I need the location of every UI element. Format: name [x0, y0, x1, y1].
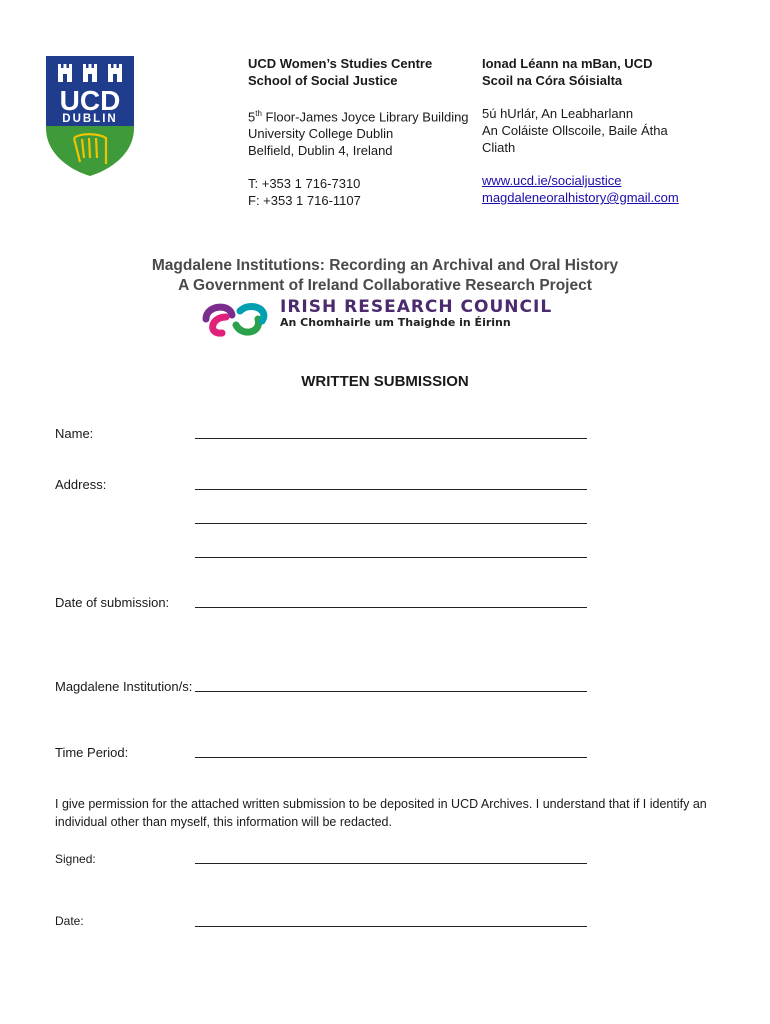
logo-dublin-text: DUBLIN	[62, 113, 118, 125]
address-field-1[interactable]	[195, 489, 587, 490]
time-period-field[interactable]	[195, 757, 587, 758]
irc-name: IRISH RESEARCH COUNCIL	[280, 297, 553, 317]
email-link[interactable]: magdaleneoralhistory@gmail.com	[482, 190, 679, 205]
fax: F: +353 1 716-1107	[248, 193, 361, 209]
date-field[interactable]	[195, 926, 587, 927]
address-field-2[interactable]	[195, 523, 587, 524]
address-line-3: Belfield, Dublin 4, Ireland	[248, 143, 393, 159]
signed-label: Signed:	[55, 852, 96, 866]
date-of-submission-field[interactable]	[195, 607, 587, 608]
address-line-1: 5th Floor-James Joyce Library Building	[248, 109, 469, 125]
logo-ucd-text: UCD	[59, 85, 121, 116]
address-line-2: University College Dublin	[248, 126, 394, 142]
address-label: Address:	[55, 477, 107, 492]
project-subtitle: A Government of Ireland Collaborative Research Project	[178, 277, 592, 294]
website-link[interactable]: www.ucd.ie/socialjustice	[482, 173, 622, 188]
permission-statement: I give permission for the attached written submission to be deposited in UCD Archives. I understand that if I identify an individual other than myself, this information will be redacted.	[55, 797, 707, 829]
school-name-irish: Scoil na Córa Sóisialta	[482, 73, 623, 88]
centre-name-irish: Ionad Léann na mBan, UCD	[482, 56, 653, 71]
school-name: School of Social Justice	[248, 73, 398, 88]
project-title: Magdalene Institutions: Recording an Archival and Oral History	[151, 257, 619, 274]
centre-name: UCD Women’s Studies Centre	[248, 56, 433, 71]
date-label: Date:	[55, 914, 84, 928]
address-irish-line-1: 5ú hUrlár, An Leabharlann	[482, 106, 634, 121]
name-label: Name:	[55, 426, 94, 441]
address-irish-line-2: An Coláiste Ollscoile, Baile Átha	[482, 123, 668, 138]
irc-swirl-icon	[196, 295, 278, 341]
address-irish-line-3: Cliath	[482, 140, 516, 155]
telephone: T: +353 1 716-7310	[248, 176, 361, 192]
header-english	[248, 55, 469, 209]
address-field-3[interactable]	[195, 557, 587, 558]
header-irish	[482, 55, 679, 206]
irc-irish-name: An Chomhairle um Thaighde in Éirinn	[280, 316, 511, 329]
institution-label: Magdalene Institution/s:	[55, 679, 193, 694]
institution-field[interactable]	[195, 691, 587, 692]
form-title: WRITTEN SUBMISSION	[301, 373, 469, 390]
name-field[interactable]	[195, 438, 587, 439]
signature-field[interactable]	[195, 863, 587, 864]
time-period-label: Time Period:	[55, 745, 129, 760]
date-of-submission-label: Date of submission:	[55, 595, 170, 610]
